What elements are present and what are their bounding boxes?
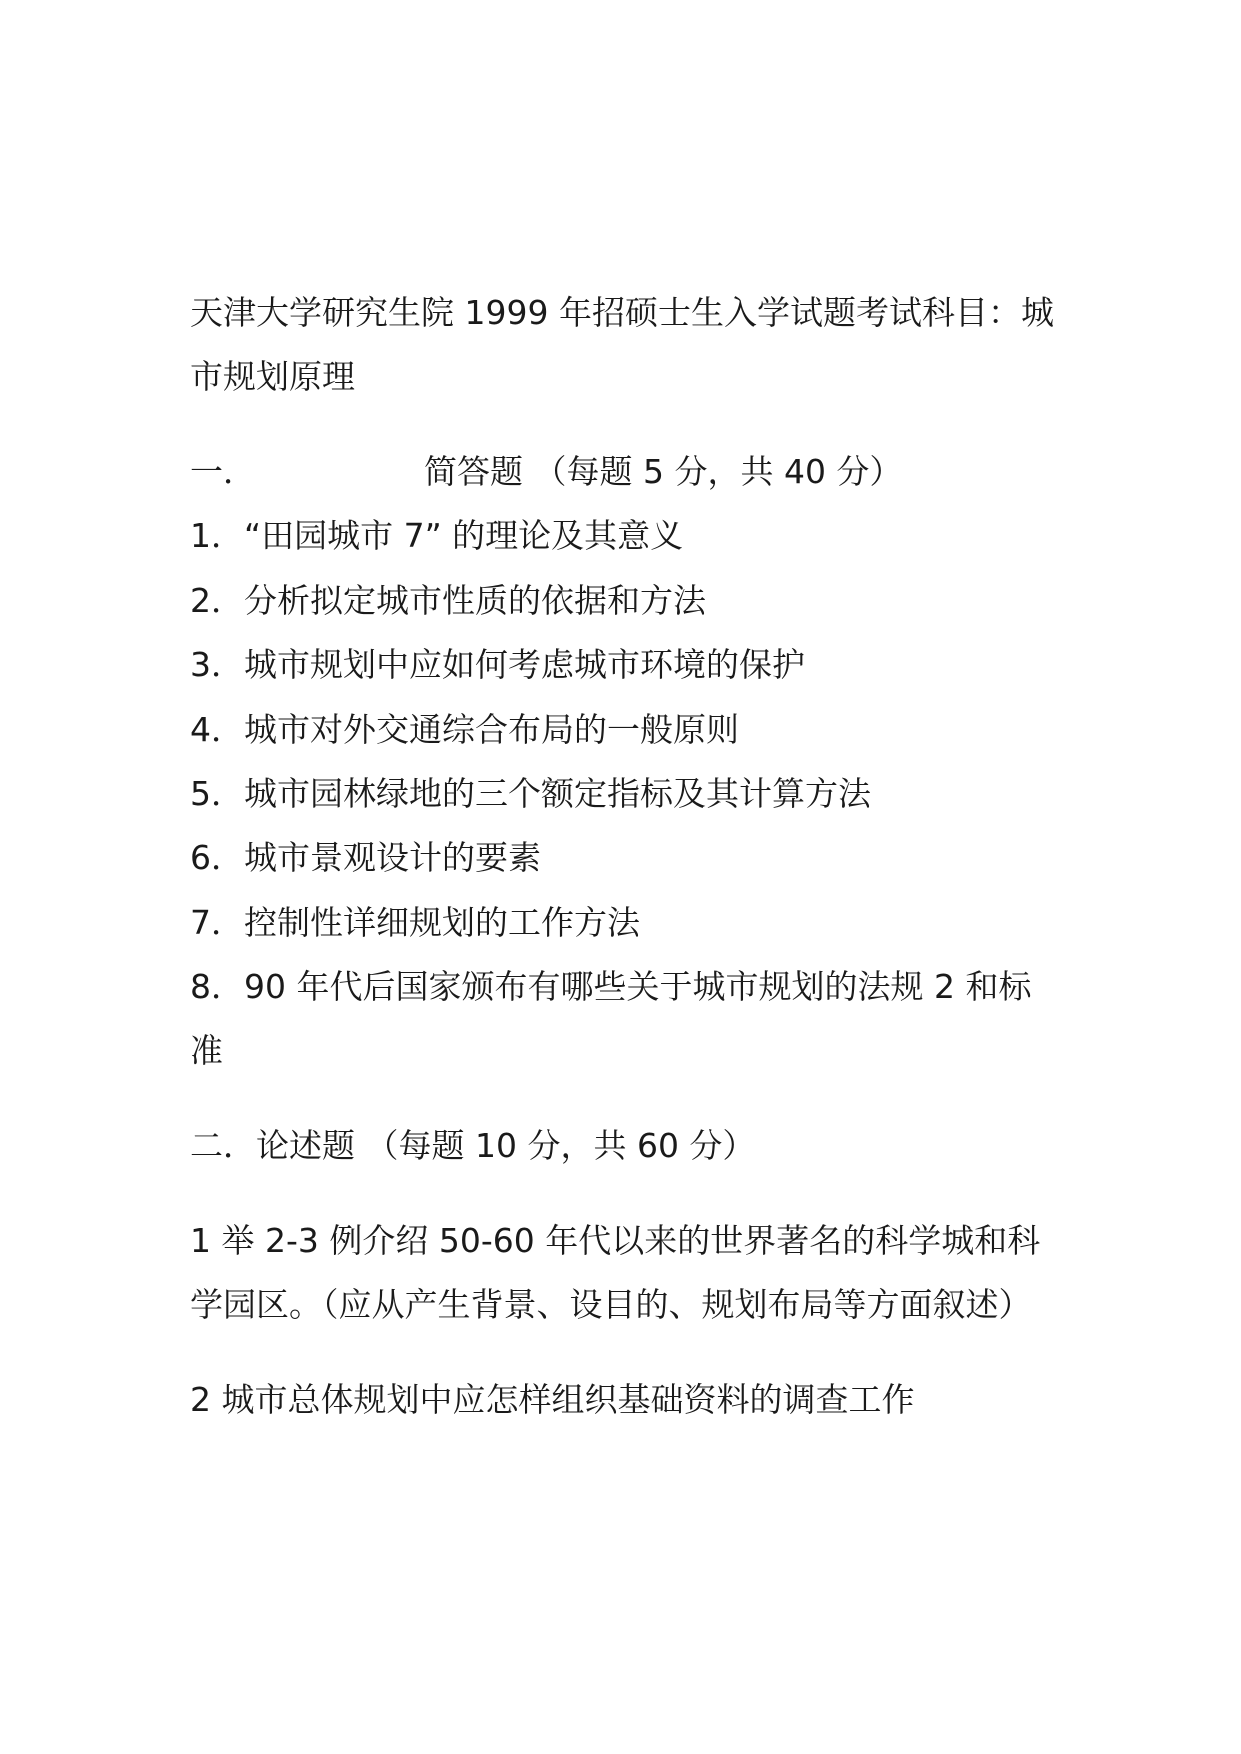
title-line-1: 天津大学研究生院 1999 年招硕士生入学试题考试科目：城 (190, 293, 1054, 332)
section-1-heading (190, 452, 902, 492)
section-1-title: 简答题 （每题 5 分，共 40 分） (424, 452, 903, 491)
question-item: 1．“田园城市 7” 的理论及其意义 (190, 516, 684, 555)
section-2-heading: 二．论述题 （每题 10 分，共 60 分） (190, 1126, 756, 1165)
title-line-2: 市规划原理 (190, 357, 355, 396)
question-item: 6．城市景观设计的要素 (190, 838, 541, 877)
question-item: 3．城市规划中应如何考虑城市环境的保护 (190, 645, 805, 684)
essay-question-1-line-2: 学园区。（应从产生背景、设目的、规划布局等方面叙述） (190, 1285, 1032, 1324)
question-item: 4．城市对外交通综合布局的一般原则 (190, 710, 739, 749)
question-item-continuation: 准 (190, 1031, 223, 1070)
question-item: 2．分析拟定城市性质的依据和方法 (190, 581, 706, 620)
essay-question-2: 2 城市总体规划中应怎样组织基础资料的调查工作 (190, 1380, 915, 1419)
question-item: 8．90 年代后国家颁布有哪些关于城市规划的法规 2 和标 (190, 967, 1032, 1006)
question-item: 7．控制性详细规划的工作方法 (190, 903, 640, 942)
question-item: 5．城市园林绿地的三个额定指标及其计算方法 (190, 774, 871, 813)
essay-question-1-line-1: 1 举 2-3 例介绍 50-60 年代以来的世界著名的科学城和科 (190, 1221, 1041, 1260)
section-1-number: 一． (190, 452, 256, 491)
